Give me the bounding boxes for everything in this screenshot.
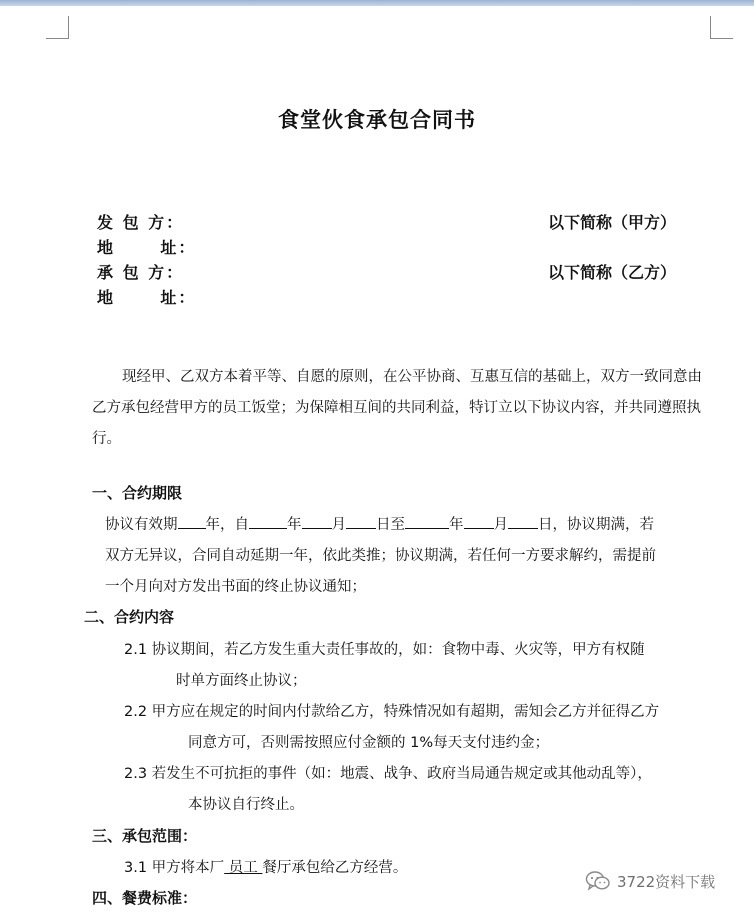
section-2-item-1-line-1: 2.1 协议期间，若乙方发生重大责任事故的，如：食物中毒、火灾等，甲方有权随 — [124, 642, 645, 658]
document-title: 食堂伙食承包合同书 — [278, 107, 476, 132]
blank-end-day — [508, 514, 538, 529]
section-2-item-2-line-1: 2.2 甲方应在规定的时间内付款给乙方，特殊情况如有超期，需知会乙方并征得乙方 — [124, 704, 660, 720]
section-2-item-2-line-2: 同意方可，否则需按照应付金额的 1%每天支付违约金； — [188, 735, 550, 751]
blank-start-year — [249, 514, 287, 529]
section-4-heading: 四、餐费标准： — [92, 889, 198, 907]
address-a-label: 地 址： — [97, 238, 197, 257]
section-2-item-3-line-1: 2.3 若发生不可抗拒的事件（如：地震、战争、政府当局通告规定或其他动乱等）， — [124, 766, 652, 782]
blank-start-month — [302, 514, 332, 529]
section-1-line-2: 双方无异议，合同自动延期一年，依此类推；协议期满，若任何一方要求解约，需提前 — [105, 548, 656, 564]
underlined-field: 员工 — [224, 860, 263, 876]
party-a-abbreviation: 以下简称（甲方） — [548, 213, 677, 232]
address-b-label: 地 址： — [97, 288, 197, 307]
blank-start-day — [346, 514, 376, 529]
section-3-item-1: 3.1 甲方将本厂 员工 餐厅承包给乙方经营。 — [124, 860, 408, 876]
section-1-line-1: 协议有效期 年，自 年 月 日至 年 月 日，协议期满，若 — [105, 513, 654, 534]
section-1-heading: 一、合约期限 — [92, 484, 183, 502]
watermark — [585, 868, 715, 894]
section-2-item-3-line-2: 本协议自行终止。 — [188, 797, 304, 813]
section-1-line-3: 一个月向对方发出书面的终止协议通知； — [105, 579, 366, 595]
party-b-abbreviation: 以下简称（乙方） — [548, 263, 677, 282]
section-3-heading: 三、承包范围： — [92, 827, 198, 845]
intro-paragraph — [92, 362, 704, 455]
blank-end-year — [405, 514, 449, 529]
margin-corner-top-right — [710, 16, 733, 39]
watermark-text: 3722资料下载 — [617, 872, 716, 891]
blank-years — [178, 514, 206, 529]
margin-corner-top-left — [46, 16, 69, 39]
section-2-heading: 二、合约内容 — [84, 608, 175, 626]
intro-text: 现经甲、乙双方本着平等、自愿的原则，在公平协商、互惠互信的基础上，双方一致同意由乙方承包经营甲方的员工饭堂；为保障相互间的共同利益，特订立以下协议内容，并共同遵照执行。 — [92, 369, 702, 447]
wechat-icon — [585, 870, 611, 892]
section-2-item-1-line-2: 时单方面终止协议； — [176, 673, 307, 689]
party-a-label: 发 包 方： — [97, 213, 185, 232]
party-b-label: 承 包 方： — [97, 263, 185, 282]
blank-end-month — [464, 514, 494, 529]
